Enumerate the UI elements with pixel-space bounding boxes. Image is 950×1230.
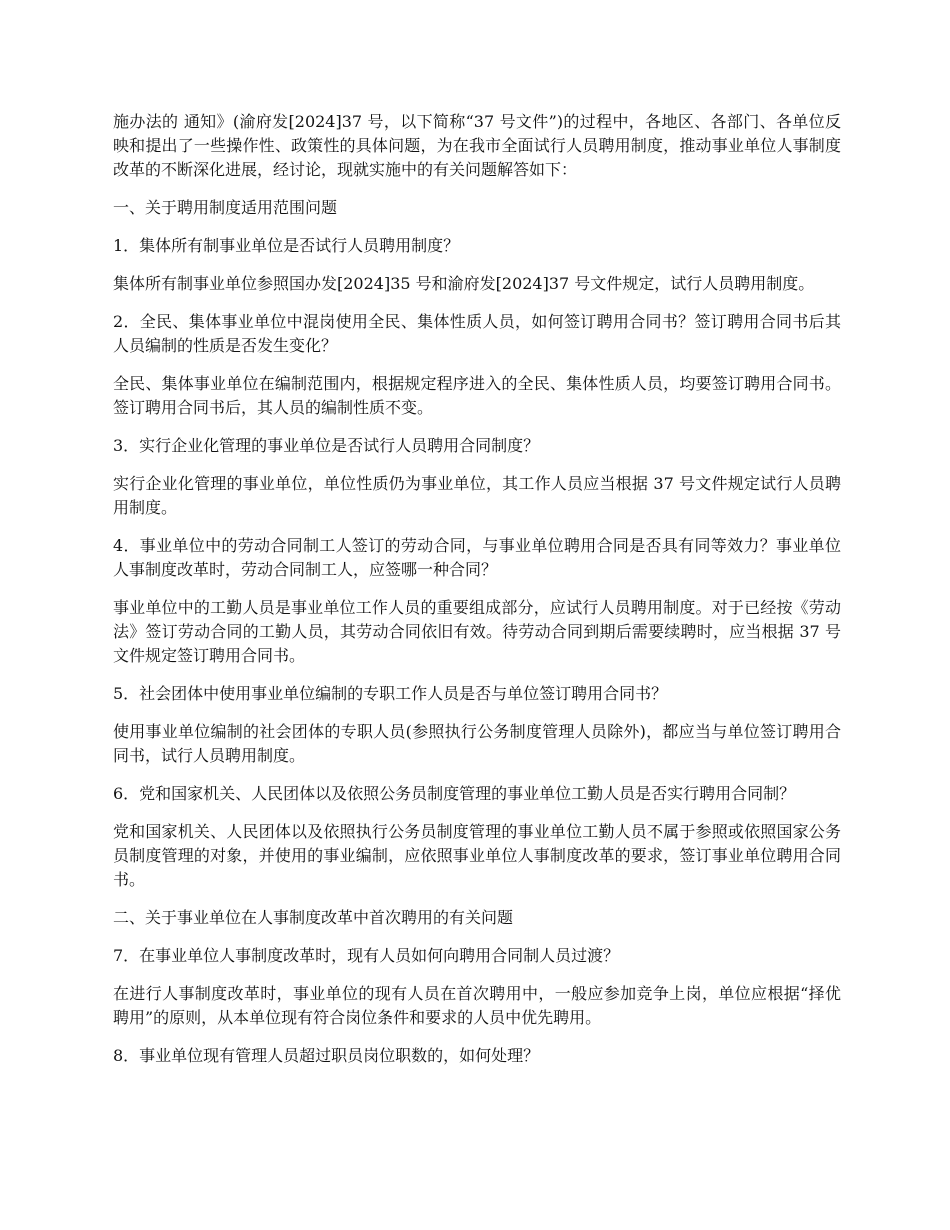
question-6: 6．党和国家机关、人民团体以及依照公务员制度管理的事业单位工勤人员是否实行聘用合同制？ xyxy=(113,784,796,803)
section-heading-scope: 一、关于聘用制度适用范围问题 xyxy=(113,198,338,217)
answer-7: 在进行人事制度改革时，事业单位的现有人员在首次聘用中，一般应参加竞争上岗，单位应根据“择优聘用”的原则，从本单位现有符合岗位条件和要求的人员中优先聘用。 xyxy=(113,984,841,1027)
answer-6: 党和国家机关、人民团体以及依照执行公务员制度管理的事业单位工勤人员不属于参照或依照国家公务员制度管理的对象，并使用的事业编制，应依照事业单位人事制度改革的要求，签订事业单位聘用合同书。 xyxy=(113,822,841,889)
document-body xyxy=(113,110,841,1082)
question-8: 8．事业单位现有管理人员超过职员岗位职数的，如何处理？ xyxy=(113,1046,540,1065)
question-7: 7．在事业单位人事制度改革时，现有人员如何向聘用合同制人员过渡？ xyxy=(113,946,620,965)
question-2: 2．全民、集体事业单位中混岗使用全民、集体性质人员，如何签订聘用合同书？签订聘用合同书后其人员编制的性质是否发生变化？ xyxy=(113,312,841,355)
intro-paragraph: 施办法的 通知》(渝府发[2024]37 号，以下简称“37 号文件”)的过程中，各地区、各部门、各单位反映和提出了一些操作性、政策性的具体问题，为在我市全面试行人员聘用制度，推动事业单位人事制度改革的不断深化进展，经讨论，现就实施中的有关问题解答如下： xyxy=(113,112,841,179)
question-4: 4．事业单位中的劳动合同制工人签订的劳动合同，与事业单位聘用合同是否具有同等效力？事业单位人事制度改革时，劳动合同制工人，应签哪一种合同？ xyxy=(113,536,841,579)
answer-1: 集体所有制事业单位参照国办发[2024]35 号和渝府发[2024]37 号文件规定，试行人员聘用制度。 xyxy=(113,274,815,293)
question-5: 5．社会团体中使用事业单位编制的专职工作人员是否与单位签订聘用合同书？ xyxy=(113,684,668,703)
answer-3: 实行企业化管理的事业单位，单位性质仍为事业单位，其工作人员应当根据 37 号文件规定试行人员聘用制度。 xyxy=(113,474,841,517)
answer-4: 事业单位中的工勤人员是事业单位工作人员的重要组成部分，应试行人员聘用制度。对于已经按《劳动法》签订劳动合同的工勤人员，其劳动合同依旧有效。待劳动合同到期后需要续聘时，应当根据 37 号文件规定签订聘用合同书。 xyxy=(113,598,841,665)
question-1: 1．集体所有制事业单位是否试行人员聘用制度？ xyxy=(113,236,460,255)
answer-5: 使用事业单位编制的社会团体的专职人员(参照执行公务制度管理人员除外)，都应当与单位签订聘用合同书，试行人员聘用制度。 xyxy=(113,722,841,765)
section-heading-first-hire: 二、关于事业单位在人事制度改革中首次聘用的有关问题 xyxy=(113,908,514,927)
answer-2: 全民、集体事业单位在编制范围内，根据规定程序进入的全民、集体性质人员，均要签订聘用合同书。签订聘用合同书后，其人员的编制性质不变。 xyxy=(113,374,841,417)
question-3: 3．实行企业化管理的事业单位是否试行人员聘用合同制度？ xyxy=(113,436,540,455)
